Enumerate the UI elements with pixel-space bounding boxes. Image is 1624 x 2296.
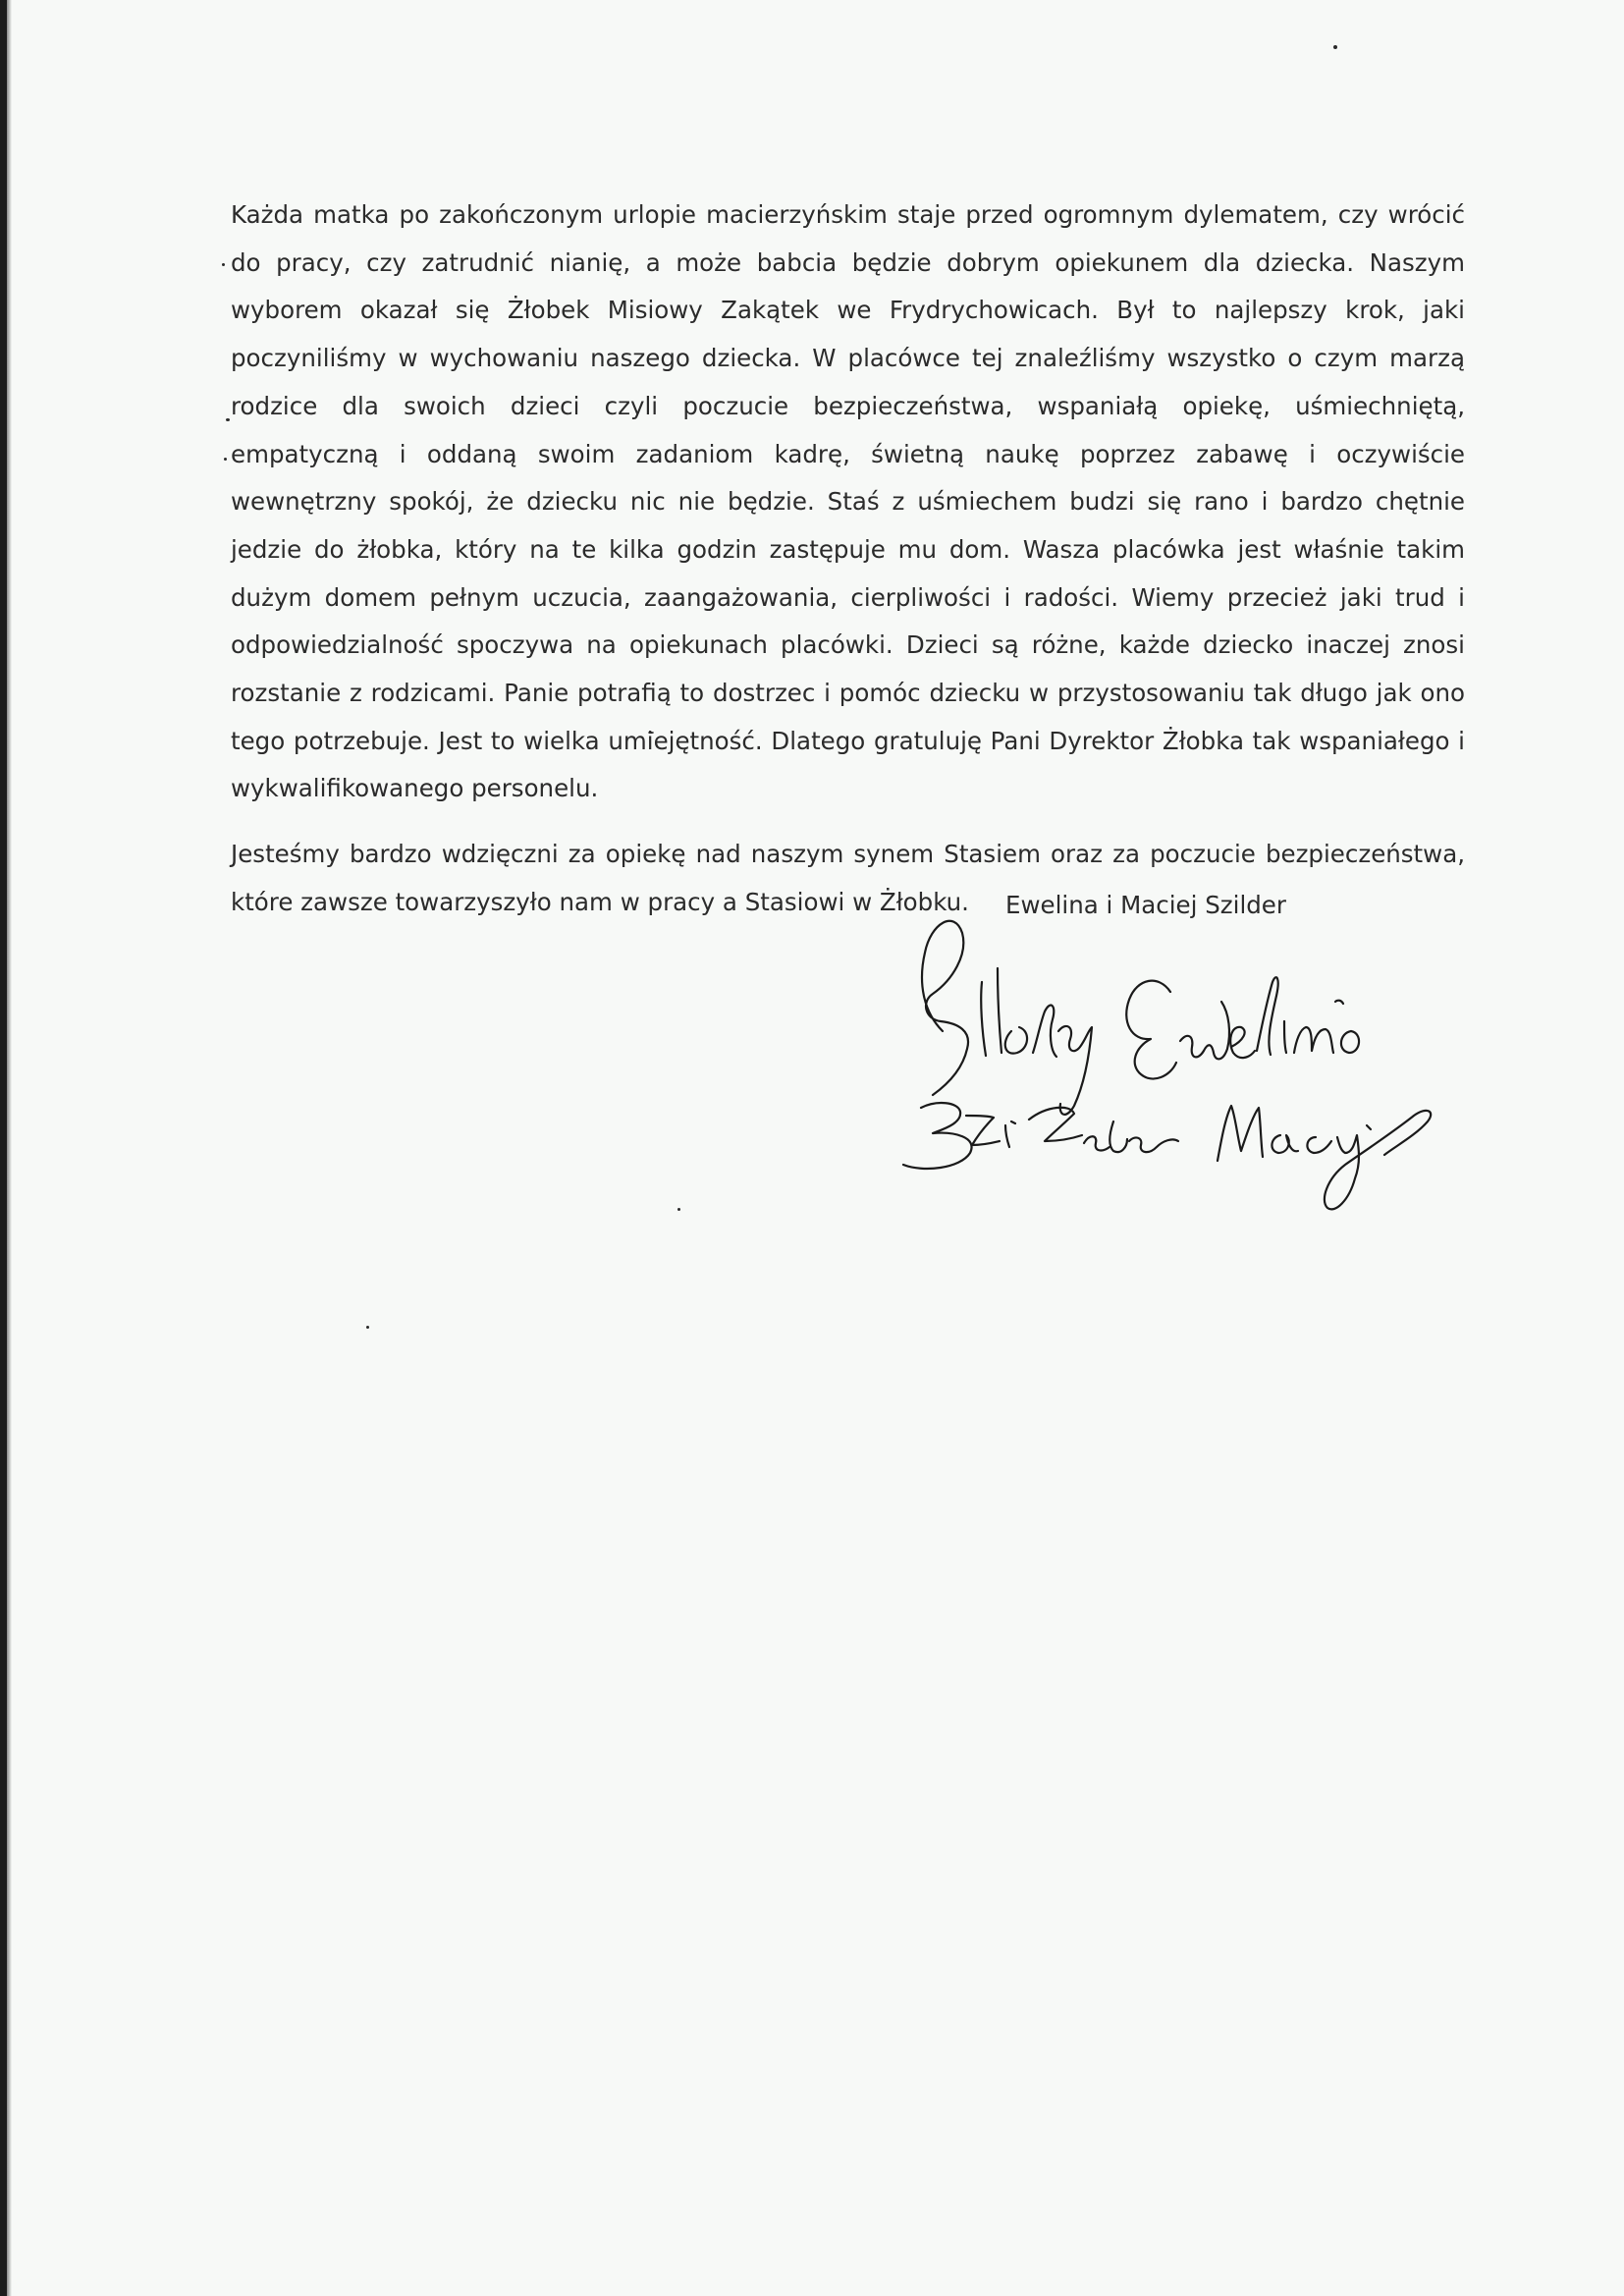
signature-stroke [1084,1136,1110,1150]
signature-stroke [1058,1026,1092,1115]
signature-stroke [1341,1031,1359,1053]
scan-edge-shadow [0,0,7,2296]
signature-stroke [1180,1002,1229,1059]
scan-speck [222,263,225,266]
handwritten-signatures [864,884,1492,1237]
signature-stroke [998,968,1001,1053]
signature-stroke [1284,1021,1286,1053]
letter-paragraph-main: Każda matka po zakończonym urlopie macierzyńskim staje przed ogromnym dylematem, czy wrócić do pracy, czy zatrudnić nianię, a może babcia będzie dobrym opiekunem dla dziecka. Naszym wyborem okazał się Żłobek Misiowy Zakątek we Frydrychowicach. Był to najlepszy krok, jaki poczyniliśmy w wychowaniu naszego dziecka. W placówce tej znaleźliśmy wszystko o czym marzą rodzice dla swoich dzieci czyli poczucie bezpieczeństwa, wspaniałą opiekę, uśmiechniętą, empatyczną i oddaną swoim zadaniom kadrę, świetną naukę poprzez zabawę i oczywiście wewnętrzny spokój, że dziecku nic nie będzie. Staś z uśmiechem budzi się rano i bardzo chętnie jedzie do żłobka, który na te kilka godzin zastępuje mu dom. Wasza placówka jest właśnie takim dużym domem pełnym uczucia, zaangażowania, cierpliwości i radości. Wiemy przecież jaki trud i odpowiedzialność spoczywa na opiekunach placówki. Dzieci są różne, każde dziecko inaczej znosi rozstanie z rodzicami. Panie potrafią to dostrzec i pomóc dziecku w przystosowaniu tak długo jak ono tego potrzebuje. Jest to wielka umiejętność. Dlatego gratuluję Pani Dyrektor Żłobka tak wspaniałego i wykwalifikowanego personelu. [231,200,1465,803]
signatory-names: Ewelina i Maciej Szilder [1005,891,1286,919]
signature-stroke [966,1116,1000,1145]
signature-stroke [1129,1138,1178,1153]
scan-speck [224,458,227,461]
letter-paragraph-thanks: Jesteśmy bardzo wdzięczni za opiekę nad naszym synem Stasiem oraz za poczucie bezpieczeństwa, które zawsze towarzyszyło nam w pracy a Stasiowi w Żłobku. [231,840,1465,916]
signature-stroke [1005,1125,1009,1147]
signature-stroke [922,921,968,1095]
scan-speck [677,1208,680,1211]
signature-stroke [1230,1027,1255,1058]
signature-stroke [981,982,986,1056]
scan-speck [366,1326,369,1329]
signature-stroke [1335,1001,1343,1004]
signature-stroke [1367,1125,1371,1129]
signature-stroke [1257,977,1278,1055]
signature-stroke [1029,1108,1082,1141]
signature-stroke [1011,1121,1015,1123]
scan-edge-gradient [7,0,12,2296]
signature-stroke [1307,1137,1331,1153]
signature-maciej [903,1103,1431,1209]
signature-stroke [1294,1027,1333,1053]
signature-stroke [1110,1121,1127,1152]
letter-body [231,191,1465,927]
signature-stroke [1218,1106,1263,1161]
signature-ewelina [922,921,1359,1115]
signature-stroke [1325,1111,1431,1210]
signature-stroke [1126,981,1176,1079]
scan-speck [226,418,230,421]
signature-stroke [903,1103,972,1169]
scan-speck [1333,45,1337,49]
signature-stroke [1005,1027,1027,1054]
signature-stroke [1272,1135,1298,1153]
signature-stroke [1033,1006,1056,1057]
